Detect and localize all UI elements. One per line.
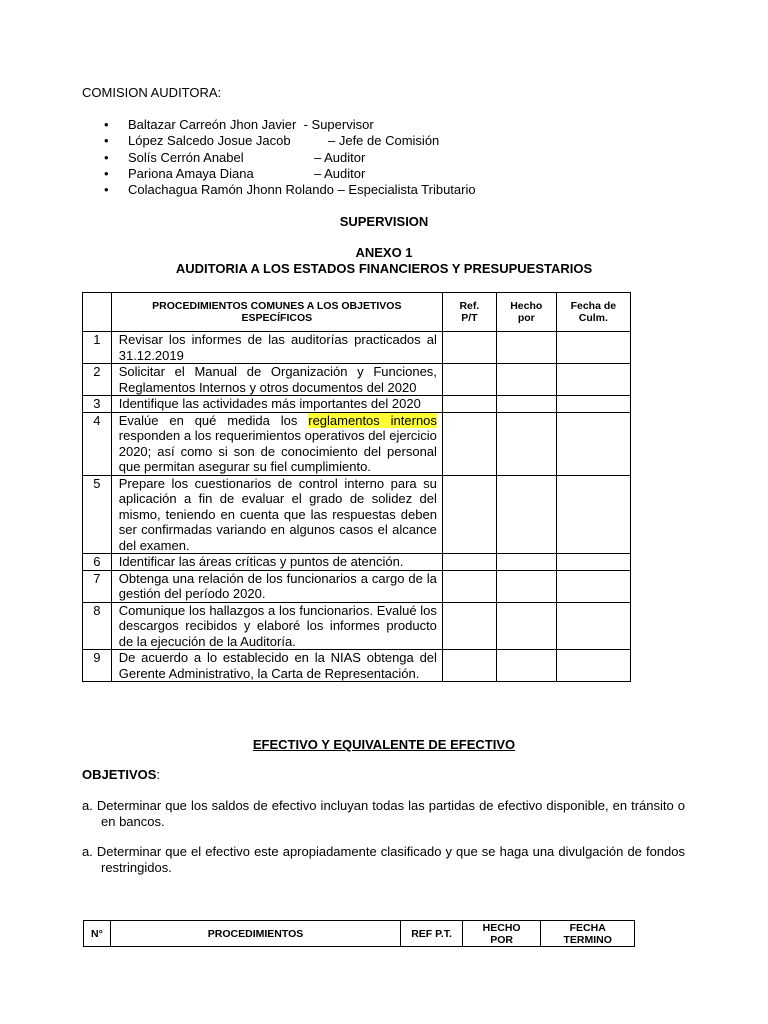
row-ref-cell [442,554,496,571]
row-number: 4 [83,412,112,475]
row-ref-cell [442,396,496,413]
procedure-text: Comunique los hallazgos a los funcionarios. Evalué los descargos recibidos y elaboré los informes producto de la ejecución de la Auditoría. [118,602,437,649]
member-item [104,150,476,166]
cash-procedures-table [83,920,635,947]
procedure-highlight: reglamentos internos [308,412,437,428]
procedure-text: Solicitar el Manual de Organización y Funciones, Reglamentos Internos y otros documentos del 2020 [118,364,437,395]
procedure-text: De acuerdo a lo establecido en la NIAS obtenga del Gerente Administrativo, la Carta de Representación. [118,650,437,681]
objectives-colon: : [156,767,161,782]
row-done-by-cell [496,475,556,554]
row-procedure [111,570,442,602]
row-ref-cell [442,475,496,554]
procedure-text-cont: responden a los requerimientos operativos del ejercicio 2020; así como si son de conocimiento del personal que permitan asegurar su fiel cumplimiento. [118,428,437,474]
table-row [83,475,631,554]
member-item [104,133,476,149]
member-item [104,166,476,182]
member-role: – Jefe de Comisión [328,133,440,149]
row-ref-cell [442,332,496,364]
annex-title: ANEXO 1 [355,245,413,260]
row-done-by-cell [496,412,556,475]
row-ref-cell [442,570,496,602]
objective-text: Determinar que los saldos de efectivo incluyan todas las partidas de efectivo disponible, en tránsito o en bancos. [96,798,685,829]
procedure-text: Identifique las actividades más importantes del 2020 [118,396,421,411]
row-done-by-cell [496,396,556,413]
row-done-by-cell [496,602,556,650]
cash-section-title: EFECTIVO Y EQUIVALENTE DE EFECTIVO [252,737,516,752]
header-number: N° [84,921,111,947]
annex-subtitle: AUDITORIA A LOS ESTADOS FINANCIEROS Y PRESUPUESTARIOS [175,261,593,276]
header-done-by: HECHO POR [462,921,541,947]
row-ref-cell [442,364,496,396]
member-name: Pariona Amaya Diana [128,165,254,181]
procedure-text: Revisar los informes de las auditorías practicados al 31.12.2019 [118,332,437,363]
row-number: 5 [83,475,112,554]
row-procedure [111,412,442,475]
member-item [104,117,476,133]
table-row [83,412,631,475]
member-name: Colachagua Ramón Jhonn Rolando – Especialista Tributario [128,182,476,198]
row-done-by-cell [496,570,556,602]
objective-letter: a. [82,844,93,859]
row-date-cell [556,475,630,554]
member-item [104,182,476,198]
header-date: FECHA TERMINO [541,921,635,947]
procedure-text: Evalúe en qué medida los [118,412,309,428]
objective-letter: a. [82,798,93,813]
objective-item [82,798,685,830]
row-number: 7 [83,570,112,602]
row-date-cell [556,412,630,475]
members-list [104,117,476,198]
row-ref-cell [442,602,496,650]
row-date-cell [556,332,630,364]
row-procedure [111,396,442,413]
table-row [83,602,631,650]
row-ref-cell [442,650,496,682]
procedure-text: Prepare los cuestionarios de control interno para su aplicación a fin de evaluar el grado de solidez del mismo, teniendo en cuenta que las respuestas deben ser confirmadas variando en algunos casos el alcance del examen. [118,475,437,553]
header-procedures: PROCEDIMIENTOS COMUNES A LOS OBJETIVOS ESPECÍFICOS [111,293,442,332]
commission-title: COMISION AUDITORA: [82,85,222,100]
row-done-by-cell [496,332,556,364]
row-date-cell [556,602,630,650]
table-header-row [84,921,635,947]
row-number: 8 [83,602,112,650]
header-ref: REF P.T. [401,921,463,947]
objectives-label [82,767,160,782]
row-ref-cell [442,412,496,475]
row-number: 1 [83,332,112,364]
member-name: Solís Cerrón Anabel [128,149,244,165]
header-ref: Ref. P/T [442,293,496,332]
member-name: Baltazar Carreón Jhon Javier - Supervisor [128,117,374,132]
row-number: 6 [83,554,112,571]
member-role: – Auditor [314,149,366,165]
row-date-cell [556,396,630,413]
header-done-by: Hecho por [496,293,556,332]
table-row [83,364,631,396]
row-procedure [111,602,442,650]
row-procedure [111,650,442,682]
row-done-by-cell [496,364,556,396]
row-procedure [111,332,442,364]
objectives-label-text: OBJETIVOS [82,767,157,782]
header-date: Fecha de Culm. [556,293,630,332]
objective-item [82,844,685,876]
table-row [83,554,631,571]
row-date-cell [556,364,630,396]
table-header-row [83,293,631,332]
table-row [83,332,631,364]
supervision-heading: SUPERVISION [339,214,429,229]
row-done-by-cell [496,554,556,571]
row-date-cell [556,554,630,571]
row-number: 9 [83,650,112,682]
row-number: 3 [83,396,112,413]
table-row [83,650,631,682]
procedure-text: Obtenga una relación de los funcionarios a cargo de la gestión del período 2020. [118,570,437,601]
table-row [83,570,631,602]
row-date-cell [556,650,630,682]
row-procedure [111,475,442,554]
member-role: – Auditor [314,165,366,181]
row-number: 2 [83,364,112,396]
header-number [83,293,112,332]
row-procedure [111,554,442,571]
header-procedures: PROCEDIMIENTOS [110,921,400,947]
table-row [83,396,631,413]
member-name: López Salcedo Josue Jacob [128,133,291,149]
row-done-by-cell [496,650,556,682]
row-procedure [111,364,442,396]
procedure-text: Identificar las áreas críticas y puntos de atención. [118,554,404,569]
objective-text: Determinar que el efectivo este apropiadamente clasificado y que se haga una divulgación de fondos restringidos. [96,844,685,875]
procedures-table [82,292,631,682]
row-date-cell [556,570,630,602]
